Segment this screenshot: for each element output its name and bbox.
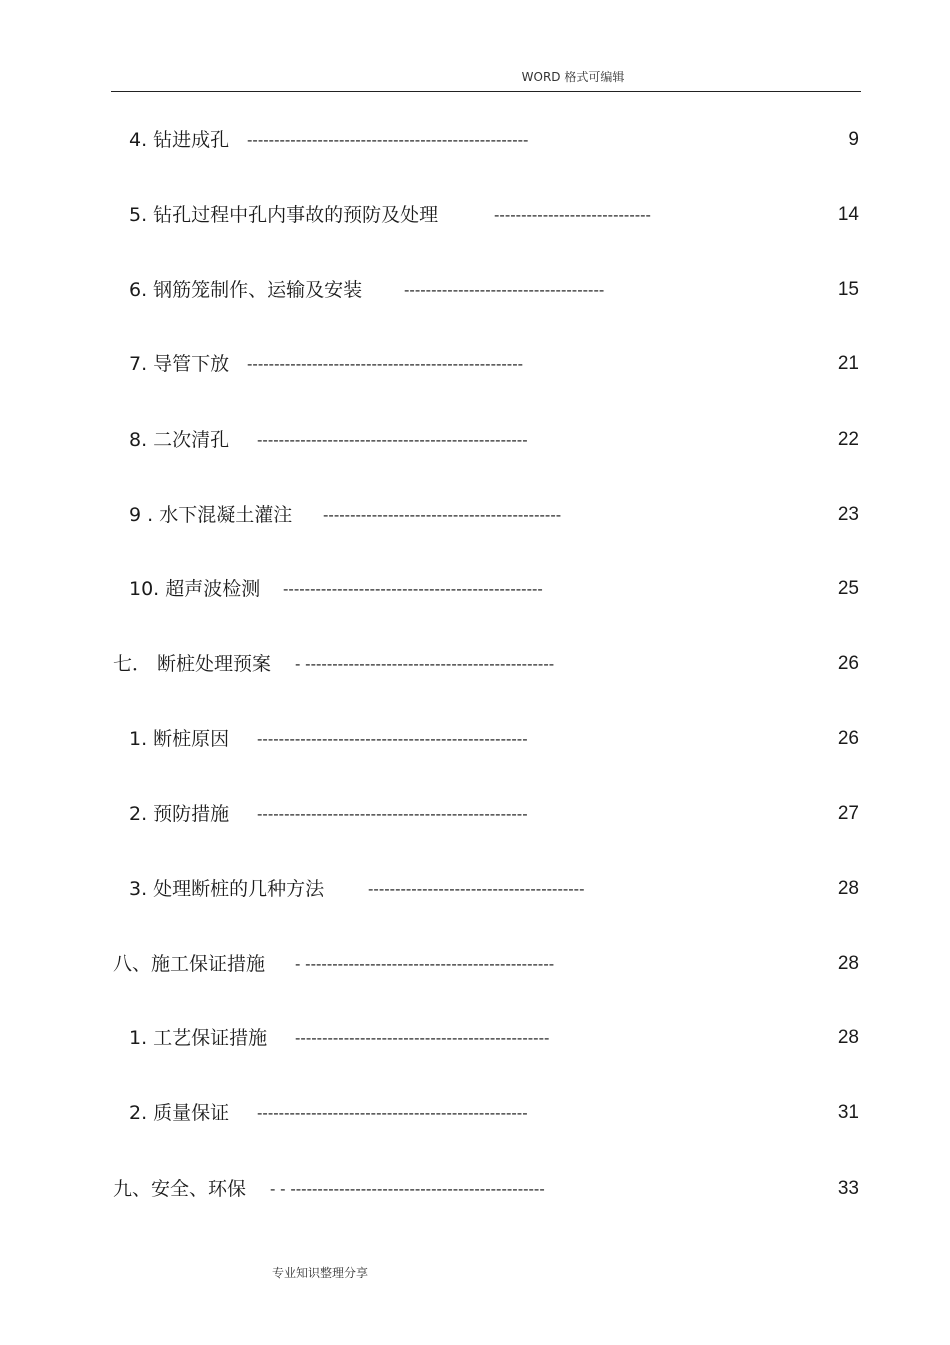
toc-label: 7. 导管下放 — [129, 353, 230, 375]
toc-page-number: 27 — [837, 803, 859, 824]
toc-row[interactable] — [0, 276, 950, 304]
toc-page-number: 26 — [837, 653, 859, 674]
toc-page-number: 14 — [837, 204, 859, 225]
toc-label: 8. 二次清孔 — [129, 429, 230, 451]
toc-row[interactable] — [0, 126, 950, 154]
toc-leader: -------------------------------------------------- — [257, 1104, 528, 1122]
toc-leader: ---------------------------------------- — [368, 880, 585, 898]
page-footer — [272, 1264, 368, 1281]
toc-row[interactable] — [0, 725, 950, 753]
toc-page-number: 28 — [837, 953, 859, 974]
toc-label: 八、施工保证措施 — [113, 953, 266, 975]
toc-leader: -------------------------------------------------- — [257, 431, 528, 449]
toc-page-number: 21 — [837, 353, 859, 374]
toc-row[interactable] — [0, 800, 950, 828]
toc-label: 2. 预防措施 — [129, 803, 230, 825]
toc-row[interactable] — [0, 875, 950, 903]
toc-row[interactable] — [0, 1024, 950, 1052]
toc-row[interactable] — [0, 501, 950, 529]
toc-row[interactable] — [0, 201, 950, 229]
toc-label: 6. 钢筋笼制作、运输及安装 — [129, 279, 363, 301]
toc-leader: --------------------------------------------------- — [247, 355, 524, 373]
toc-label: 5. 钻孔过程中孔内事故的预防及处理 — [129, 204, 439, 226]
toc-leader: - ---------------------------------------------- — [295, 655, 555, 673]
toc-page-number: 33 — [837, 1178, 859, 1199]
toc-page-number: 31 — [837, 1102, 859, 1123]
toc-page-number: 25 — [837, 578, 859, 599]
toc-row[interactable] — [0, 426, 950, 454]
header-text: WORD 格式可编辑 — [521, 70, 625, 84]
toc-page-number: 28 — [837, 1027, 859, 1048]
toc-leader: ------------------------------------- — [404, 281, 605, 299]
toc-row[interactable] — [0, 950, 950, 978]
toc-row[interactable] — [0, 575, 950, 603]
toc-leader: -------------------------------------------- — [323, 506, 562, 524]
toc-row[interactable] — [0, 650, 950, 678]
toc-label: 10. 超声波检测 — [129, 578, 261, 600]
toc-label: 1. 工艺保证措施 — [129, 1027, 268, 1049]
toc-page-number: 9 — [848, 129, 859, 150]
toc-page-number: 28 — [837, 878, 859, 899]
toc-label: 3. 处理断桩的几种方法 — [129, 878, 325, 900]
toc-leader: - ---------------------------------------------- — [295, 955, 555, 973]
toc-row[interactable] — [0, 1099, 950, 1127]
toc-leader: ----------------------------------------------- — [295, 1029, 550, 1047]
toc-leader: ------------------------------------------------ — [283, 580, 543, 598]
toc-leader: -------------------------------------------------- — [257, 805, 528, 823]
toc-label: 4. 钻进成孔 — [129, 129, 230, 151]
toc-page-number: 26 — [837, 728, 859, 749]
toc-label: 2. 质量保证 — [129, 1102, 230, 1124]
toc-leader: ----------------------------- — [494, 206, 651, 224]
footer-text: 专业知识整理分享 — [272, 1266, 369, 1280]
toc-label: 1. 断桩原因 — [129, 728, 230, 750]
toc-leader: - - ----------------------------------------------- — [270, 1180, 545, 1198]
toc-page-number: 15 — [837, 279, 859, 300]
toc-leader: -------------------------------------------------- — [257, 730, 528, 748]
toc-row[interactable] — [0, 1175, 950, 1203]
toc-label: 七． 断桩处理预案 — [113, 653, 272, 675]
toc-page-number: 23 — [837, 504, 859, 525]
toc-leader: ---------------------------------------------------- — [247, 131, 529, 149]
toc-page-number: 22 — [837, 429, 859, 450]
toc-label: 九、安全、环保 — [113, 1178, 247, 1200]
toc-label: 9 . 水下混凝土灌注 — [129, 504, 293, 526]
toc-row[interactable] — [0, 350, 950, 378]
